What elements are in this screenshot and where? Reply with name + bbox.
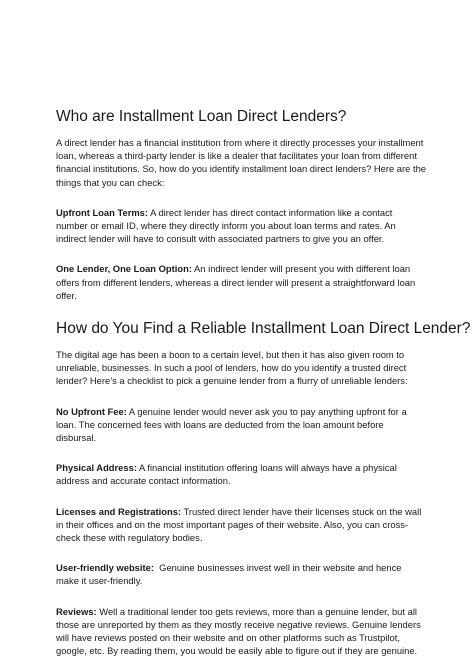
term-label: No Upfront Fee:: [56, 405, 127, 417]
intro-paragraph: A direct lender has a financial institution from where it directly processes your installment loan, whereas a third-party lender is like a dealer that facilitates your loan from different financial institutions. So, how do you identify installment loan direct lenders? Here are the things that you can check:: [56, 137, 426, 188]
paragraph-one-lender-one-loan: [56, 262, 426, 302]
term-description: Trusted direct lender have their licenses stuck on the wall in their offices and on the most important pages of their website. Also, you can cross-check these with regulatory bodies.: [56, 505, 422, 544]
paragraph-upfront-loan-terms: [56, 206, 426, 246]
intro-paragraph: The digital age has been a boon to a certain level, but then it has also given room to unreliable, businesses. In such a pool of lenders, how do you identify a trusted direct lender? Here’s a checklist to pick a genuine lender from a flurry of unreliable lenders:: [56, 349, 408, 387]
term-label: User-friendly website:: [56, 562, 154, 574]
section-heading-direct-lenders: Who are Installment Loan Direct Lenders?: [56, 108, 347, 125]
term-description: Genuine businesses invest well in their website and hence make it user-friendly.: [56, 562, 405, 587]
document-body: [56, 107, 471, 657]
term-label: Upfront Loan Terms:: [56, 206, 149, 218]
section-heading-find-reliable-lender: How do You Find a Reliable Installment Loan Direct Lender?: [56, 320, 471, 338]
term-label: Reviews:: [56, 605, 97, 617]
paragraph-user-friendly-website: [56, 561, 426, 587]
term-label: One Lender, One Loan Option:: [56, 263, 192, 275]
term-description: A genuine lender would never ask you to pay anything upfront for a loan. The concerned fees with loans are deducted from the loan amount before disbursal.: [56, 405, 407, 444]
term-description: An indirect lender will present you with different loan offers from different lenders, whereas a direct lender will present a straightforward loan offer.: [56, 263, 416, 301]
paragraph-licenses-registrations: [56, 505, 426, 545]
term-label: Physical Address:: [56, 462, 137, 474]
term-description: A financial institution offering loans will always have a physical address and accurate contact information.: [56, 462, 397, 487]
term-description: A direct lender has direct contact information like a contact number or email ID, where they directly inform you about loan terms and rates. An indirect lender will have to consult with associated partners to give you an offer.: [56, 206, 396, 245]
paragraph-physical-address: [56, 461, 426, 487]
paragraph-no-upfront-fee: [56, 405, 426, 445]
term-description: Well a traditional lender too gets reviews, more than a genuine lender, but all those are unreported by them as they mostly receive negative reviews. Genuine lenders will have reviews posted on their website and on other platforms such as Trustpilot, google, etc. By reading them, you would be easily able to figure out if they are genuine.: [56, 605, 421, 657]
term-label: Licenses and Registrations:: [56, 505, 182, 517]
